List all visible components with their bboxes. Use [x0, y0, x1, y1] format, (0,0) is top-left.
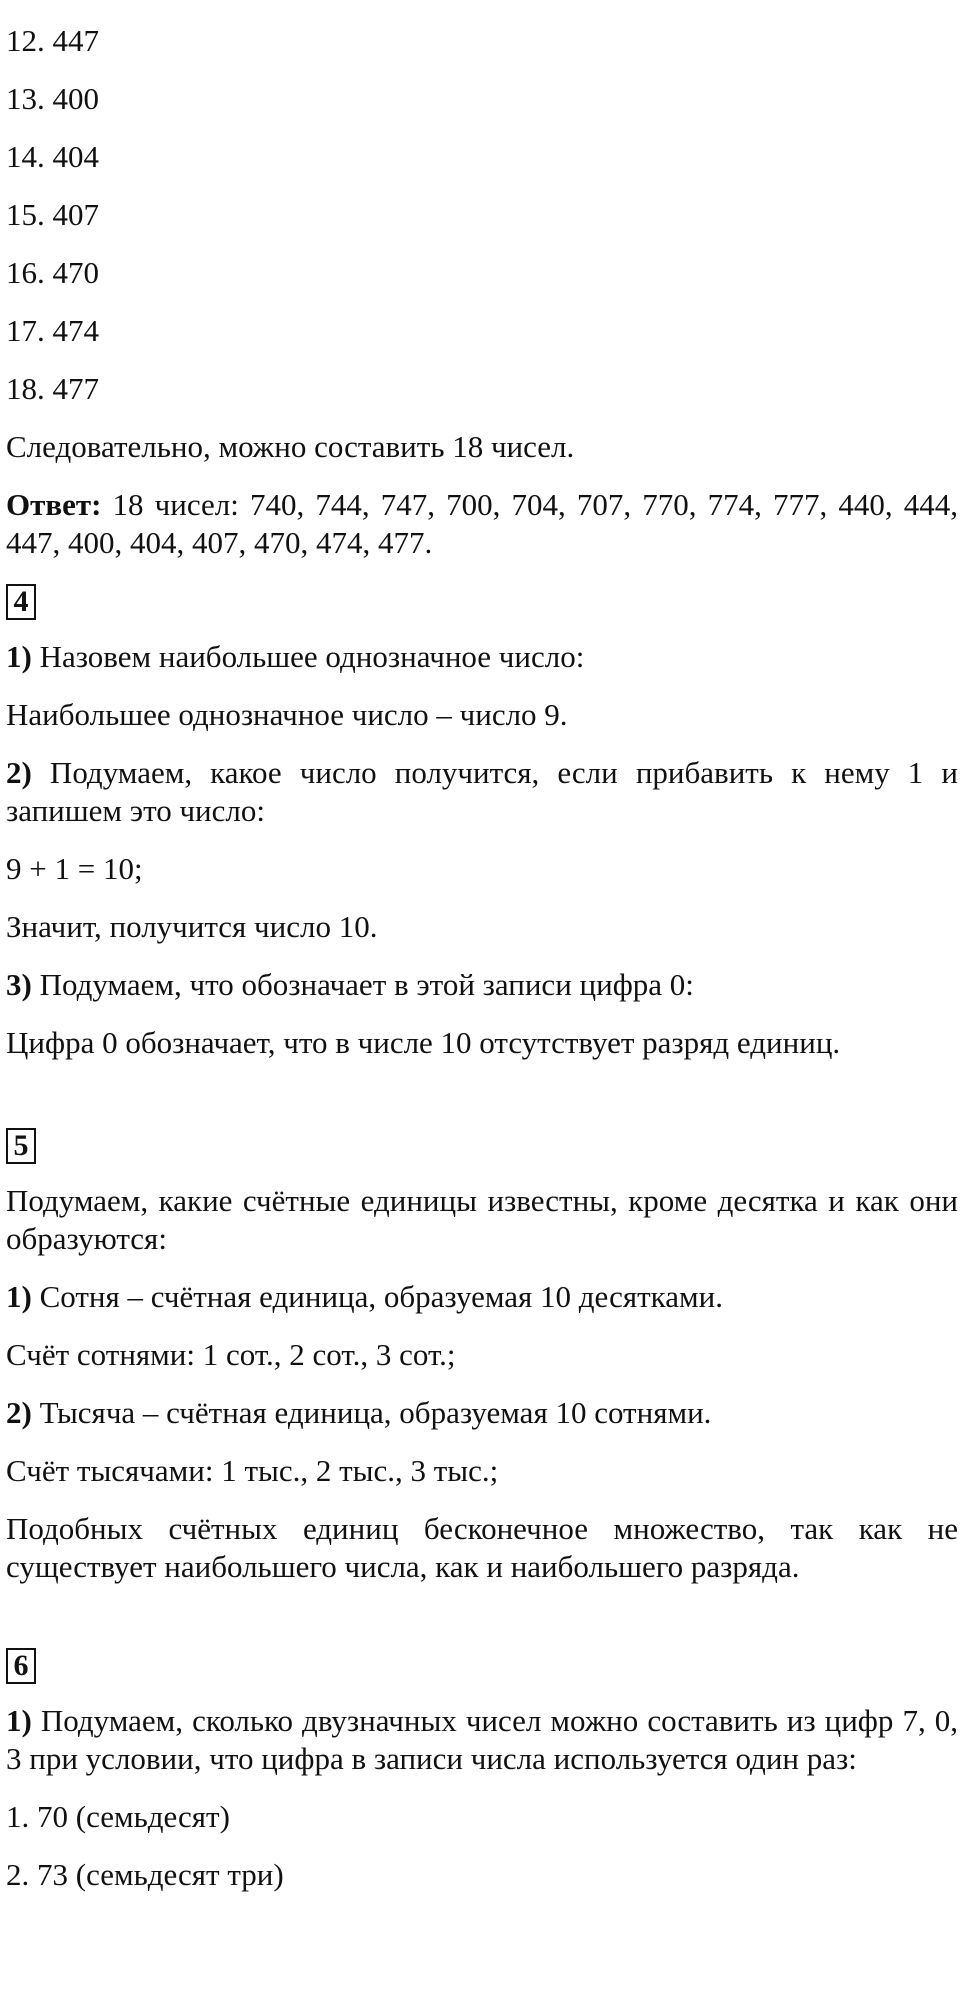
task-4-equation: 9 + 1 = 10; [6, 851, 143, 886]
task-number-box: 5 [6, 1128, 36, 1164]
task-4-step-3-result: Цифра 0 обозначает, что в числе 10 отсутствует разряд единиц. [6, 1025, 841, 1060]
step-text: Подумаем, что обозначает в этой записи цифра 0: [31, 967, 694, 1002]
section-spacer [6, 1606, 958, 1646]
step-label: 1) [6, 1279, 32, 1314]
task-4-step-2-result: Значит, получится число 10. [6, 909, 378, 944]
task-4-step-2 [6, 754, 958, 830]
task-5-intro: Подумаем, какие счётные единицы известны, кроме десятка и как они образуются: [6, 1183, 958, 1256]
task-4-step-1-result: Наибольшее однозначное число – число 9. [6, 697, 568, 732]
task-number-box: 6 [6, 1648, 36, 1684]
list-item: 12. 447 [6, 23, 99, 58]
task-6-step-1 [6, 1702, 958, 1778]
list-item: 18. 477 [6, 371, 99, 406]
task-4-step-1 [6, 638, 958, 676]
task-4-header [6, 582, 958, 620]
step-text: Подумаем, сколько двузначных чисел можно составить из цифр 7, 0, 3 при условии, что цифра в записи числа используется один раз: [6, 1703, 958, 1776]
task-5-step-1 [6, 1278, 958, 1316]
task-4-step-3 [6, 966, 958, 1004]
step-text: Тысяча – счётная единица, образуемая 10 сотнями. [31, 1395, 712, 1430]
task-5-header [6, 1126, 958, 1164]
task-5-conclusion: Подобных счётных единиц бесконечное множество, так как не существует наибольшего числа, как и наибольшего разряда. [6, 1511, 958, 1584]
task-6-header [6, 1646, 958, 1684]
step-text: Подумаем, какое число получится, если прибавить к нему 1 и запишем это число: [6, 755, 958, 828]
task-5-step-2-count: Счёт тысячами: 1 тыс., 2 тыс., 3 тыс.; [6, 1453, 499, 1488]
list-item: 2. 73 (семьдесят три) [6, 1857, 284, 1892]
task-number-box: 4 [6, 584, 36, 620]
answer-label: Ответ: [6, 487, 102, 522]
step-label: 1) [6, 1703, 32, 1738]
task-5-step-1-count: Счёт сотнями: 1 сот., 2 сот., 3 сот.; [6, 1337, 456, 1372]
list-item: 13. 400 [6, 81, 99, 116]
list-item: 16. 470 [6, 255, 99, 290]
list-item: 1. 70 (семьдесят) [6, 1799, 230, 1834]
task-5-step-2 [6, 1394, 958, 1432]
section-spacer [6, 1082, 958, 1126]
step-label: 2) [6, 755, 32, 790]
step-text: Назовем наибольшее однозначное число: [31, 639, 585, 674]
conclusion-text: Следовательно, можно составить 18 чисел. [6, 429, 575, 464]
step-label: 2) [6, 1395, 32, 1430]
list-item: 15. 407 [6, 197, 99, 232]
document-page [6, 22, 958, 1914]
answer-text: 18 чисел: 740, 744, 747, 700, 704, 707, 770, 774, 777, 440, 444, 447, 400, 404, 407, 470, 474, 477. [6, 487, 958, 560]
list-item: 17. 474 [6, 313, 99, 348]
list-item: 14. 404 [6, 139, 99, 174]
step-label: 1) [6, 639, 32, 674]
step-text: Сотня – счётная единица, образуемая 10 десятками. [31, 1279, 723, 1314]
answer-paragraph [6, 486, 958, 562]
step-label: 3) [6, 967, 32, 1002]
